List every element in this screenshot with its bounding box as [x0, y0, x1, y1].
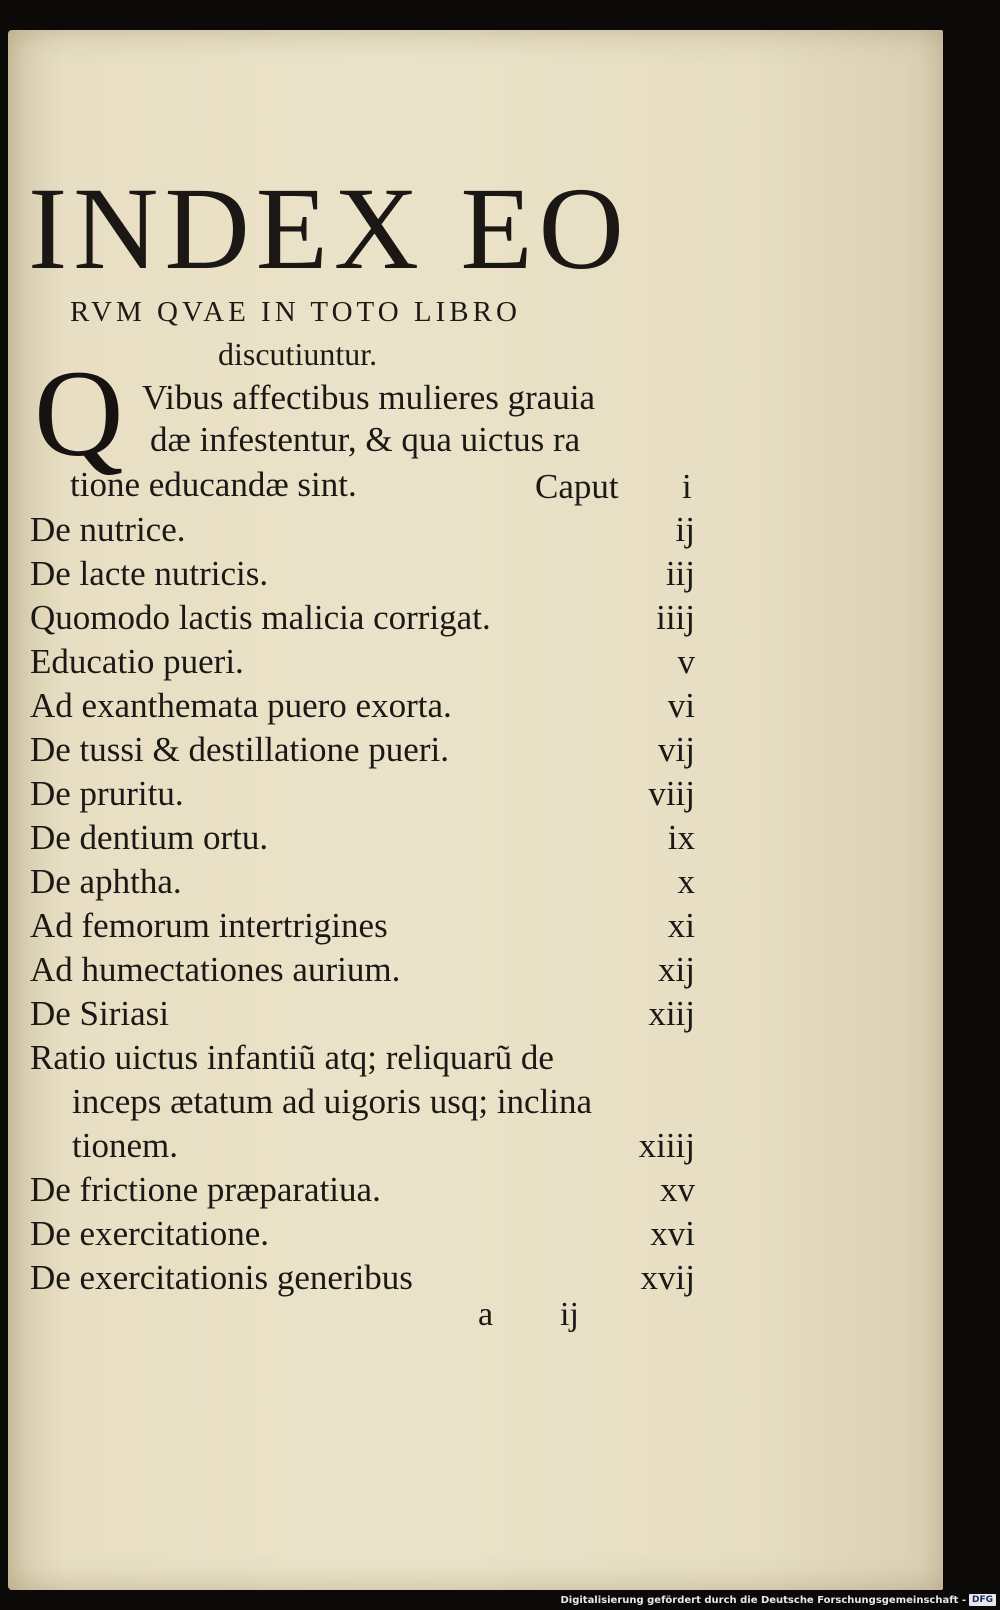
entry-text: Educatio pueri.: [30, 642, 244, 681]
caput-number: i: [682, 467, 692, 506]
caput-label: Caput: [535, 467, 619, 506]
index-entry: [30, 688, 695, 728]
entry-text: De exercitatione.: [30, 1214, 270, 1253]
index-entry: [30, 512, 695, 552]
entry-number: xiiij: [638, 1126, 695, 1165]
entry-number: xij: [658, 950, 695, 989]
entry-text: De dentium ortu.: [30, 818, 269, 857]
footer-text: Digitalisierung gefördert durch die Deutsche Forschungsgemeinschaft -: [560, 1594, 966, 1606]
intro-line-1: Vibus affectibus mulieres grauia: [142, 378, 596, 417]
index-title: INDEX EO: [28, 163, 630, 294]
index-entry: [30, 820, 695, 860]
intro-line-2: dæ infestentur, & qua uictus ra: [150, 420, 581, 459]
entry-text: tionem.: [72, 1126, 178, 1165]
entry-number: viij: [648, 774, 695, 813]
intro-line-3: tione educandæ sint.: [70, 465, 357, 504]
entry-number: xiij: [648, 994, 695, 1033]
index-entry: [30, 732, 695, 772]
entry-number: xvij: [640, 1258, 695, 1297]
index-entry: [30, 952, 695, 992]
entry-number: x: [677, 862, 695, 901]
index-entry: [30, 600, 695, 640]
entry-text: Quomodo lactis malicia corrigat.: [30, 598, 491, 637]
index-entry: [30, 1172, 695, 1212]
entry-number: v: [677, 642, 695, 681]
index-entry: [72, 1128, 695, 1168]
ratio-line-2: inceps ætatum ad uigoris usq; inclina: [72, 1082, 593, 1121]
entry-number: iij: [665, 554, 695, 593]
entry-number: xv: [660, 1170, 695, 1209]
entry-number: iiij: [656, 598, 695, 637]
index-entry: [30, 908, 695, 948]
entry-number: vi: [667, 686, 695, 725]
ratio-line-1: Ratio uictus infantiũ atq; reliquarũ de: [30, 1038, 554, 1077]
entry-number: xvi: [650, 1214, 695, 1253]
entry-text: De pruritu.: [30, 774, 184, 813]
index-entry: [30, 1260, 695, 1300]
dfg-logo: DFG: [969, 1594, 996, 1606]
drop-capital: Q: [34, 345, 124, 482]
signature-letter: a: [478, 1296, 494, 1333]
entry-number: ix: [667, 818, 695, 857]
index-entry: [30, 644, 695, 684]
digitization-footer: [560, 1594, 996, 1606]
entry-text: De Siriasi: [30, 994, 170, 1033]
signature-number: ij: [560, 1296, 579, 1333]
entry-number: ij: [675, 510, 695, 549]
index-entry: [30, 776, 695, 816]
index-subtitle-cont: discutiuntur.: [218, 336, 378, 372]
entry-text: De tussi & destillatione pueri.: [30, 730, 449, 769]
entry-number: vij: [658, 730, 695, 769]
entry-text: Ad exanthemata puero exorta.: [30, 686, 452, 725]
entry-text: Ad humectationes aurium.: [30, 950, 401, 989]
entry-text: De lacte nutricis.: [30, 554, 269, 593]
index-entry: [30, 1216, 695, 1256]
entry-text: De exercitationis generibus: [30, 1258, 413, 1297]
entry-text: Ad femorum intertrigines: [30, 906, 388, 945]
entry-text: De frictione præparatiua.: [30, 1170, 381, 1209]
index-entry: [30, 996, 695, 1036]
entry-number: xi: [667, 906, 695, 945]
entry-text: De aphtha.: [30, 862, 182, 901]
index-subtitle: RVM QVAE IN TOTO LIBRO: [70, 296, 521, 328]
index-entry: [30, 864, 695, 904]
index-entry: [30, 556, 695, 596]
entry-text: De nutrice.: [30, 510, 186, 549]
